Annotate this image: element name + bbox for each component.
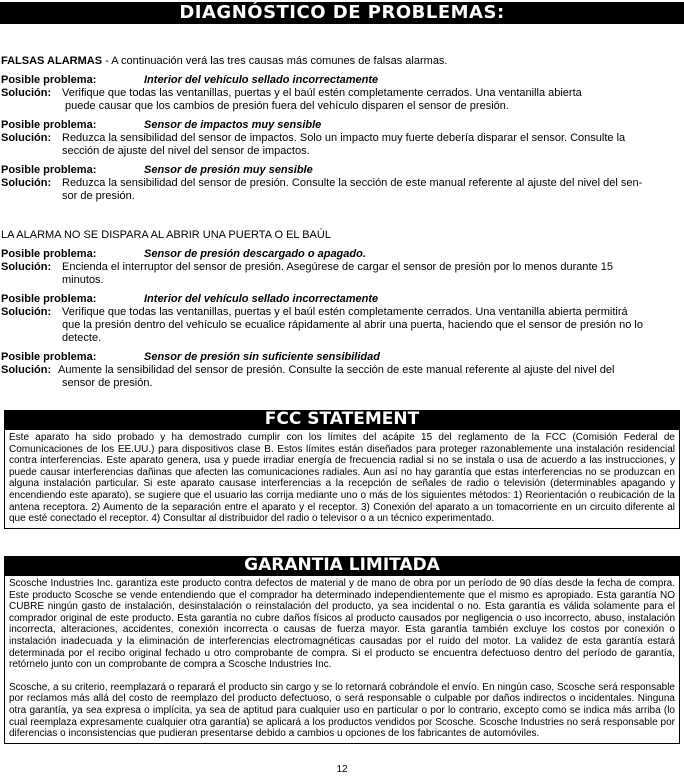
solution-line: Reduzca la sensibilidad del sensor de presión. Consulte la sección de este manual referente al ajuste del nivel del sen- — [62, 177, 643, 189]
problem-label: Posible problema: — [1, 293, 97, 305]
solution-line: sensor de presión. — [62, 377, 153, 389]
fcc-statement-text: Este aparato ha sido probado y ha demostrado cumplir con los límites del acápite 15 del reglamento de la FCC (Comisión Federal de Comunicaciones de los EE.UU.) para dispositivos clase B. Estos límites están diseñados para proteger razonablemente una instalación residencial contra interferencias. Este aparato genera, usa y puede irradiar energía de frecuencia radial si no se instala o usa de acuerdo a las instrucciones, y puede causar interferencias dañinas que afecten las comunicaciones radiales. Aun así no hay garantía que estas interferencias no se produzcan en alguna instalación particular. Si este aparato causase interferencias a la recepción de señales de radio o televisión (determinables apagando y encendiendo este aparato), se sugiere que el usuario las corrija mediante uno o más de los siguientes métodos: 1) Reorientación o reubicación de la antena receptora. 2) Aumento de la separación entre el aparato y el receptor. 3) Conexión del aparato a un tomacorriente en un circuito diferente al que esté conectado el receptor. 4) Consultar al distribuidor del radio o televisor o a un técnico experimentado. — [9, 432, 675, 525]
solution-line: sección de ajuste del nivel del sensor de impactos. — [62, 145, 310, 157]
false-alarms-lead: FALSAS ALARMAS — [1, 55, 103, 67]
solution-line: Aumente la sensibilidad del sensor de presión. Consulte la sección de este manual referente al ajuste del nivel del — [58, 364, 615, 376]
solution-line: Encienda el interruptor del sensor de presión. Asegúrese de cargar el sensor de presión por lo menos durante 15 — [62, 261, 613, 273]
solution-label: Solución: — [1, 132, 52, 144]
problem-title: Interior del vehículo sellado incorrectamente — [144, 74, 379, 86]
solution-line: que la presión dentro del vehículo se ecualice rápidamente al abrir una puerta, haciendo que el sensor de presión no lo — [62, 319, 643, 331]
problem-label: Posible problema: — [1, 164, 97, 176]
solution-label: Solución: — [1, 364, 52, 376]
solution-line: detecte. — [62, 332, 102, 344]
section-alarm-not-triggered-heading — [1, 229, 331, 242]
diagnostics-title: DIAGNÓSTICO DE PROBLEMAS: — [0, 2, 684, 24]
solution-line: sor de presión. — [62, 190, 135, 202]
solution-label: Solución: — [1, 177, 52, 189]
problem-label: Posible problema: — [1, 248, 97, 260]
problem-label: Posible problema: — [1, 351, 97, 363]
solution-line: puede causar que los cambios de presión fuera del vehículo disparen el sensor de presión. — [65, 100, 509, 112]
problem-title: Sensor de presión sin suficiente sensibilidad — [144, 351, 380, 363]
warranty-title: GARANTIA LIMITADA — [4, 556, 680, 575]
warranty-paragraph-1: Scosche Industries Inc. garantiza este producto contra defectos de material y de mano de obra por un período de 90 días desde la fecha de compra. Este producto Scosche se vende entendiendo que el comprador ha determinado independientemente que el mismo es apropiado. Esta garantía NO CUBRE ningún gasto de instalación, desinstalación o reinstalación del producto, ya sea incidental o no. Esta garantía es válida solamente para el comprador original de este producto. Esta garantía no cubre daños físicos al producto causados por negligencia o uso incorrecto, abuso, instalación incorrecta, alteraciones, accidentes, conexión incorrecta o causas de fuerza mayor. Esta garantía también excluye los costos por conexión o instalación inadecuada y la eliminación de interferencias electromagnéticas causadas por el ruido del motor. La validez de esta garantía estará determinada por el recibo original fechado u otro comprobante de compra. Si el producto se encuentra defectuoso dentro del período de garantía, retórnelo junto con un comprobante de compra a Scosche Industries Inc. — [9, 578, 675, 671]
solution-line: Reduzca la sensibilidad del sensor de impactos. Solo un impacto muy fuerte debería disparar el sensor. Consulte la — [62, 132, 626, 144]
solution-label: Solución: — [1, 306, 52, 318]
false-alarms-intro: - A continuación verá las tres causas más comunes de falsas alarmas. — [102, 55, 448, 67]
warranty-box — [4, 575, 680, 744]
solution-line: minutos. — [62, 274, 104, 286]
problem-label: Posible problema: — [1, 74, 97, 86]
solution-line: Verifique que todas las ventanillas, puertas y el baúl estén completamente cerrados. Una ventanilla abierta — [62, 87, 582, 99]
problem-title: Sensor de presión muy sensible — [144, 164, 313, 176]
fcc-statement-title: FCC STATEMENT — [4, 410, 680, 429]
section-false-alarms-heading — [1, 55, 448, 68]
section-heading-text: LA ALARMA NO SE DISPARA AL ABRIR UNA PUERTA O EL BAÚL — [1, 229, 331, 241]
problem-title: Sensor de impactos muy sensible — [144, 119, 322, 131]
fcc-statement-box — [4, 429, 680, 529]
solution-label: Solución: — [1, 261, 52, 273]
problem-title: Sensor de presión descargado o apagado. — [144, 248, 366, 260]
problem-title: Interior del vehículo sellado incorrectamente — [144, 293, 379, 305]
problem-label: Posible problema: — [1, 119, 97, 131]
solution-label: Solución: — [1, 87, 52, 99]
page-number: 12 — [336, 764, 348, 775]
warranty-paragraph-2: Scosche, a su criterio, reemplazará o reparará el producto sin cargo y se lo retornará cobrándole el envío. En ningún caso, Scosche será responsable por reclamos más allá del costo de reemplazo del producto defectuoso, o será responsable o culpable por daños indirectos o incidentales. Ninguna otra garantía, ya sea expresa o implícita, ya sea de aptitud para cualquier uso en particular o por lo contrario, excepto como se indica más arriba (lo cual reemplaza expresamente cualquier otra garantía) se aplicará a los productos vendidos por Scosche. Scosche Industries no será responsable por diferencias o inconsistencias que pudieran presentarse debido a cambios u opciones de los fabricantes de automóviles. — [9, 681, 675, 740]
solution-line: Verifique que todas las ventanillas, puertas y el baúl estén completamente cerrados. Una ventanilla abierta permitirá — [62, 306, 628, 318]
